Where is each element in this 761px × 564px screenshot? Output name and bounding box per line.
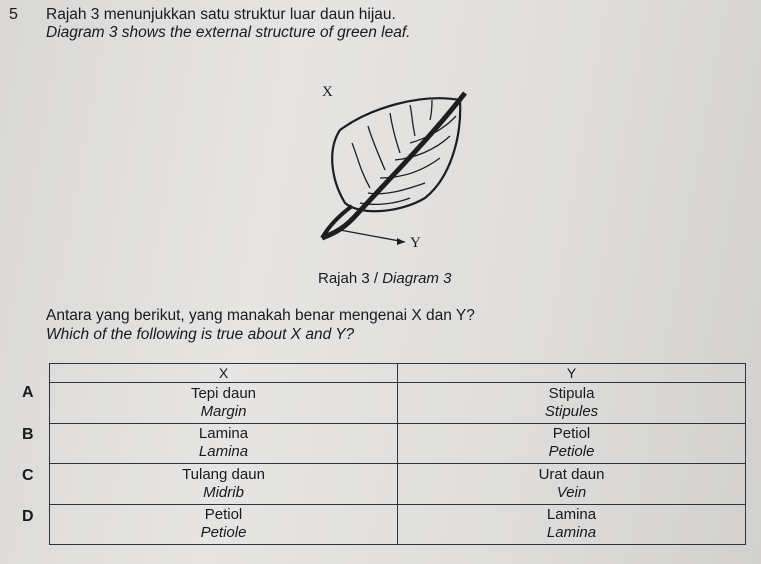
option-d[interactable]: D [22,508,34,525]
label-y: Y [410,235,421,251]
diagram-caption [318,270,451,287]
pointer-y [340,230,405,242]
cell-y: Urat daun Vein [398,464,746,505]
caption-en: Diagram 3 [382,270,452,287]
caption-separator: / [373,270,379,287]
question-number: 5 [9,6,18,23]
header-x: X [50,364,398,383]
cell-y: Lamina Lamina [398,504,746,545]
leaf-diagram [300,78,500,258]
table-header-row [50,364,746,383]
cell-x: Petiol Petiole [50,504,398,545]
question-text-ms: Rajah 3 menunjukkan satu struktur luar daun hijau. [46,6,396,23]
cell-x: Lamina Lamina [50,423,398,464]
leaf-veins [352,100,456,204]
table-row [50,504,746,545]
option-b[interactable]: B [22,426,34,443]
leaf-blade-outline [332,98,460,211]
options-table [49,363,746,545]
table-row [50,464,746,505]
header-y: Y [398,364,746,383]
question-text-en: Diagram 3 shows the external structure of green leaf. [46,24,411,41]
table-row [50,383,746,424]
prompt-text-ms: Antara yang berikut, yang manakah benar mengenai X dan Y? [46,307,475,324]
cell-x: Tepi daun Margin [50,383,398,424]
cell-y: Petiol Petiole [398,423,746,464]
option-a[interactable]: A [22,384,34,401]
cell-x: Tulang daun Midrib [50,464,398,505]
caption-ms: Rajah 3 [318,270,370,287]
prompt-text-en: Which of the following is true about X and Y? [46,326,355,343]
label-x: X [322,84,333,100]
table-row [50,423,746,464]
cell-y: Stipula Stipules [398,383,746,424]
midrib [322,93,465,238]
option-c[interactable]: C [22,467,34,484]
